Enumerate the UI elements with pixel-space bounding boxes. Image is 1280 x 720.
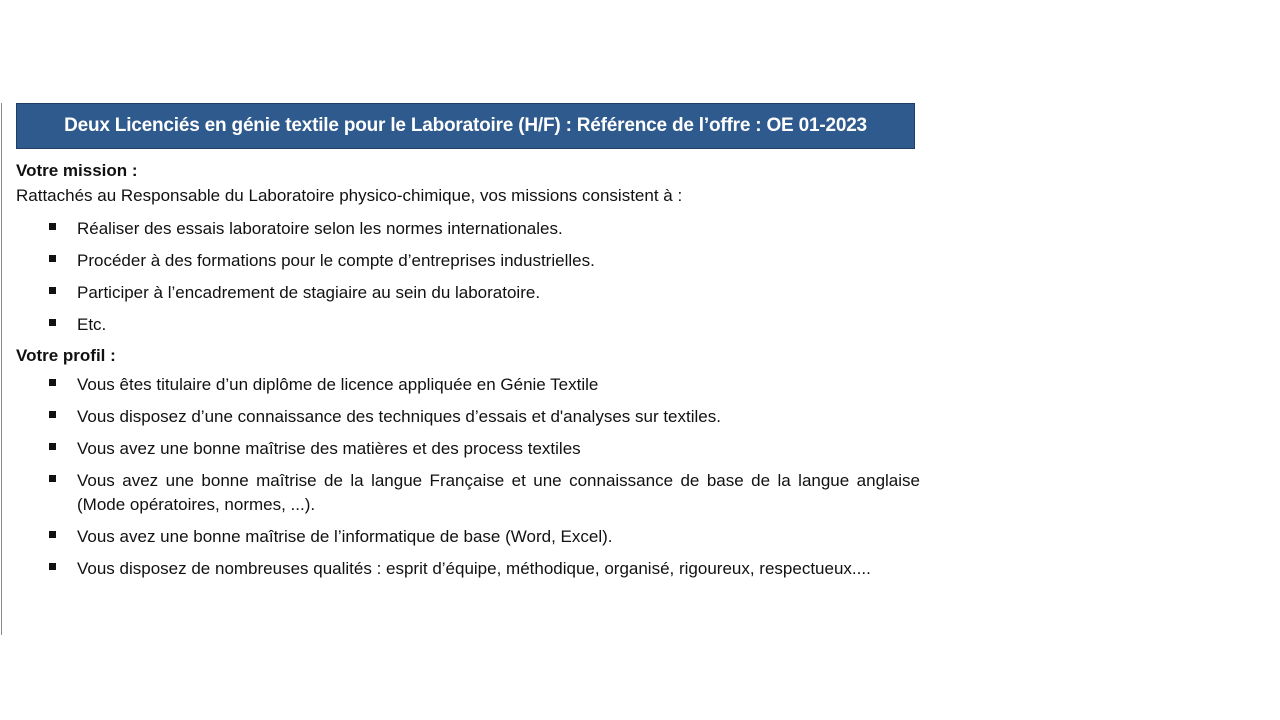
left-margin-rule (1, 103, 2, 635)
mission-item-text: Etc. (77, 315, 107, 334)
square-bullet-icon (49, 255, 56, 262)
offer-title-bar (16, 103, 915, 149)
list-item (16, 313, 921, 337)
list-item (16, 249, 921, 273)
profil-item-text: Vous disposez d’une connaissance des techniques d’essais et d'analyses sur textiles. (77, 407, 721, 426)
square-bullet-icon (49, 223, 56, 230)
mission-intro: Rattachés au Responsable du Laboratoire physico-chimique, vos missions consistent à : (16, 186, 683, 205)
square-bullet-icon (49, 531, 56, 538)
list-item (16, 557, 921, 581)
profil-heading: Votre profil : (16, 346, 116, 365)
profil-item-text: Vous disposez de nombreuses qualités : esprit d’équipe, méthodique, organisé, rigoureux, respectueux.... (77, 559, 871, 578)
mission-item-text: Procéder à des formations pour le compte d’entreprises industrielles. (77, 251, 595, 270)
square-bullet-icon (49, 443, 56, 450)
list-item (16, 437, 921, 461)
square-bullet-icon (49, 475, 56, 482)
square-bullet-icon (49, 287, 56, 294)
list-item (16, 469, 921, 517)
square-bullet-icon (49, 319, 56, 326)
mission-item-text: Participer à l’encadrement de stagiaire au sein du laboratoire. (77, 283, 541, 302)
square-bullet-icon (49, 379, 56, 386)
square-bullet-icon (49, 563, 56, 570)
list-item (16, 525, 921, 549)
profil-item-text: Vous êtes titulaire d’un diplôme de licence appliquée en Génie Textile (77, 375, 599, 394)
profil-list (16, 373, 921, 581)
profil-item-text: Vous avez une bonne maîtrise de la langue Française et une connaissance de base de la langue anglaise (Mode opératoires, normes, ...). (77, 471, 920, 514)
mission-list (16, 217, 921, 337)
mission-heading: Votre mission : (16, 161, 138, 180)
square-bullet-icon (49, 411, 56, 418)
list-item (16, 373, 921, 397)
profil-item-text: Vous avez une bonne maîtrise de l’informatique de base (Word, Excel). (77, 527, 613, 546)
profil-item-text: Vous avez une bonne maîtrise des matières et des process textiles (77, 439, 581, 458)
mission-item-text: Réaliser des essais laboratoire selon les normes internationales. (77, 219, 563, 238)
job-offer-document (16, 103, 921, 581)
list-item (16, 281, 921, 305)
offer-title: Deux Licenciés en génie textile pour le Laboratoire (H/F) : Référence de l’offre : OE 01-2023 (64, 115, 867, 136)
list-item (16, 217, 921, 241)
list-item (16, 405, 921, 429)
